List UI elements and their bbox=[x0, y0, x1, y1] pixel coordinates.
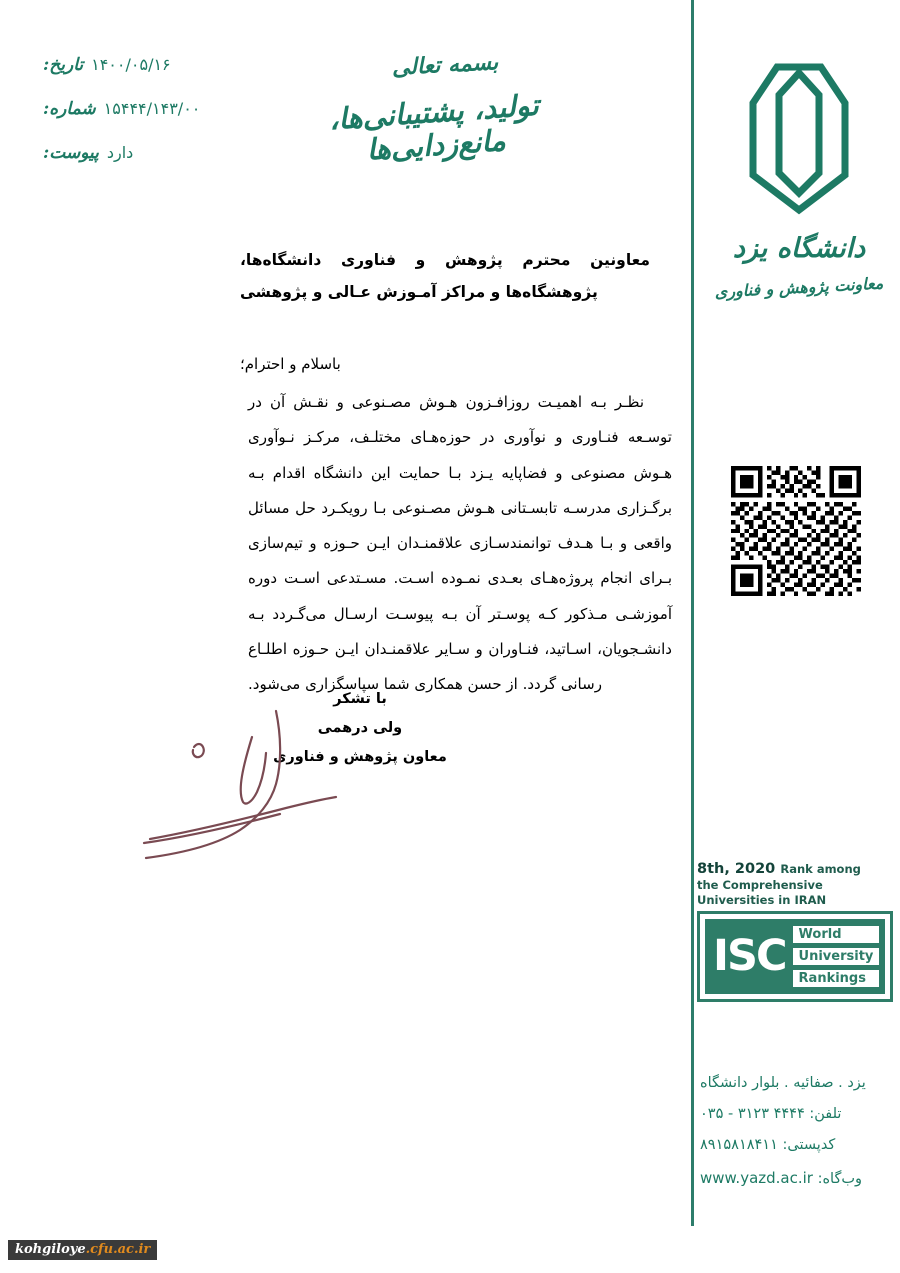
contact-phone-value: ۴۴۴۴ ۳۱۲۳ - ۰۳۵ bbox=[700, 1106, 805, 1123]
contact-phone-label: تلفن: bbox=[809, 1106, 842, 1123]
vertical-divider bbox=[691, 0, 694, 1226]
isc-word-world: World bbox=[792, 925, 881, 944]
year-slogan-text: تولید، پشتیبانی‌ها، مانع‌زدایی‌ها bbox=[327, 87, 540, 168]
isc-words-stack bbox=[792, 925, 881, 988]
isc-word-rankings: Rankings bbox=[792, 969, 881, 988]
addressee-line: معاونین محترم پژوهش و فناوری دانشگاه‌ها، پژوهشگاه‌ها و مراکز آمـوزش عـالی و پژوهشی bbox=[240, 251, 650, 301]
greeting-line: باسلام و احترام؛ bbox=[240, 355, 341, 373]
yazd-university-arch-logo-icon bbox=[739, 55, 859, 225]
isc-subtitle-text: the Comprehensive Universities in IRAN bbox=[697, 878, 827, 907]
letter-body: نظـر بـه اهميـت روزافـزون هـوش مصـنوعی و نقـش آن در توسـعه فنـاوری و نوآوری در حوزه‌هـای مختلـف، مرکـز نـوآوری هـوش مصنوعی و فضاپایه یـزد بـا حمایت این دانشگاه اقدام بـه برگـزاری مدرسـه تابسـتانی هـوش مصـنوعی بـا رویکـرد حل مسائل واقعی و بـا هـدف توانمندسـازی علاقمنـدان ایـن حـوزه و تیم‌سازی بـرای انجام پروژه‌هـای بعـدی نمـوده اسـت. مسـتدعی اسـت دوره آموزشـی مـذکور کـه پوسـتر آن بـه پیوسـت ارسـال می‌گـردد بـه دانشـجویان، اسـاتید، فنـاوران و سـایر علاقمنـدان ایـن حـوزه اطلـاع رسانی گردد. از حسن همکاری شما سپاسگزاری می‌شود. bbox=[248, 393, 672, 693]
contact-postal-value: ۸۹۱۵۸۱۸۴۱۱ bbox=[700, 1137, 778, 1154]
source-watermark bbox=[8, 1240, 157, 1260]
meta-number-value: ۱۵۴۴۴/۱۴۳/۰۰ bbox=[103, 99, 201, 118]
isc-caption bbox=[697, 858, 893, 907]
isc-rank-text: 8th, 2020 bbox=[697, 861, 776, 877]
logo-university-name: دانشگاه یزد bbox=[732, 233, 866, 264]
meta-date-value: ۱۴۰۰/۰۵/۱۶ bbox=[91, 55, 171, 74]
year-slogan bbox=[283, 86, 587, 173]
isc-letters: ISC bbox=[713, 931, 786, 982]
letter-meta-block bbox=[43, 55, 288, 187]
contact-web-value[interactable]: www.yazd.ac.ir bbox=[700, 1168, 813, 1187]
signature-name: ولی درهمی bbox=[317, 720, 403, 736]
meta-row-number bbox=[43, 99, 288, 119]
signature-block bbox=[240, 685, 480, 772]
signature-title: معاون پژوهش و فناوری bbox=[273, 749, 447, 765]
meta-number-label: شماره: bbox=[43, 99, 96, 119]
isc-word-university: University bbox=[792, 947, 881, 966]
university-logo-block bbox=[706, 55, 892, 302]
contact-address: یزد . صفائیه . بلوار دانشگاه bbox=[700, 1075, 866, 1091]
contact-web-label: وب‌گاه: bbox=[817, 1170, 863, 1187]
signature-thanks: با تشکر bbox=[333, 691, 387, 707]
watermark-primary: kohgiloye bbox=[15, 1242, 86, 1257]
meta-date-label: تاریخ: bbox=[43, 55, 84, 75]
contact-postal-label: کدپستی: bbox=[782, 1137, 836, 1154]
qr-code-icon[interactable] bbox=[731, 466, 861, 596]
isc-ranking-badge bbox=[697, 858, 893, 1002]
contact-block bbox=[700, 1068, 892, 1195]
logo-department-name: معاونت پژوهش و فناوری bbox=[714, 273, 884, 302]
meta-row-date bbox=[43, 55, 288, 75]
contact-phone-row bbox=[700, 1099, 892, 1130]
contact-postal-row bbox=[700, 1130, 892, 1161]
meta-attachment-label: پیوست: bbox=[43, 143, 99, 163]
contact-web-row bbox=[700, 1162, 892, 1195]
watermark-secondary: .cfu.ac.ir bbox=[85, 1242, 151, 1257]
bismillah-heading: بسمه تعالی bbox=[391, 49, 499, 81]
isc-logo-inner bbox=[705, 919, 885, 994]
meta-row-attachment bbox=[43, 143, 288, 163]
isc-logo-box bbox=[697, 911, 893, 1002]
isc-among-text: Rank among bbox=[780, 862, 861, 876]
meta-attachment-value: دارد bbox=[106, 143, 134, 162]
